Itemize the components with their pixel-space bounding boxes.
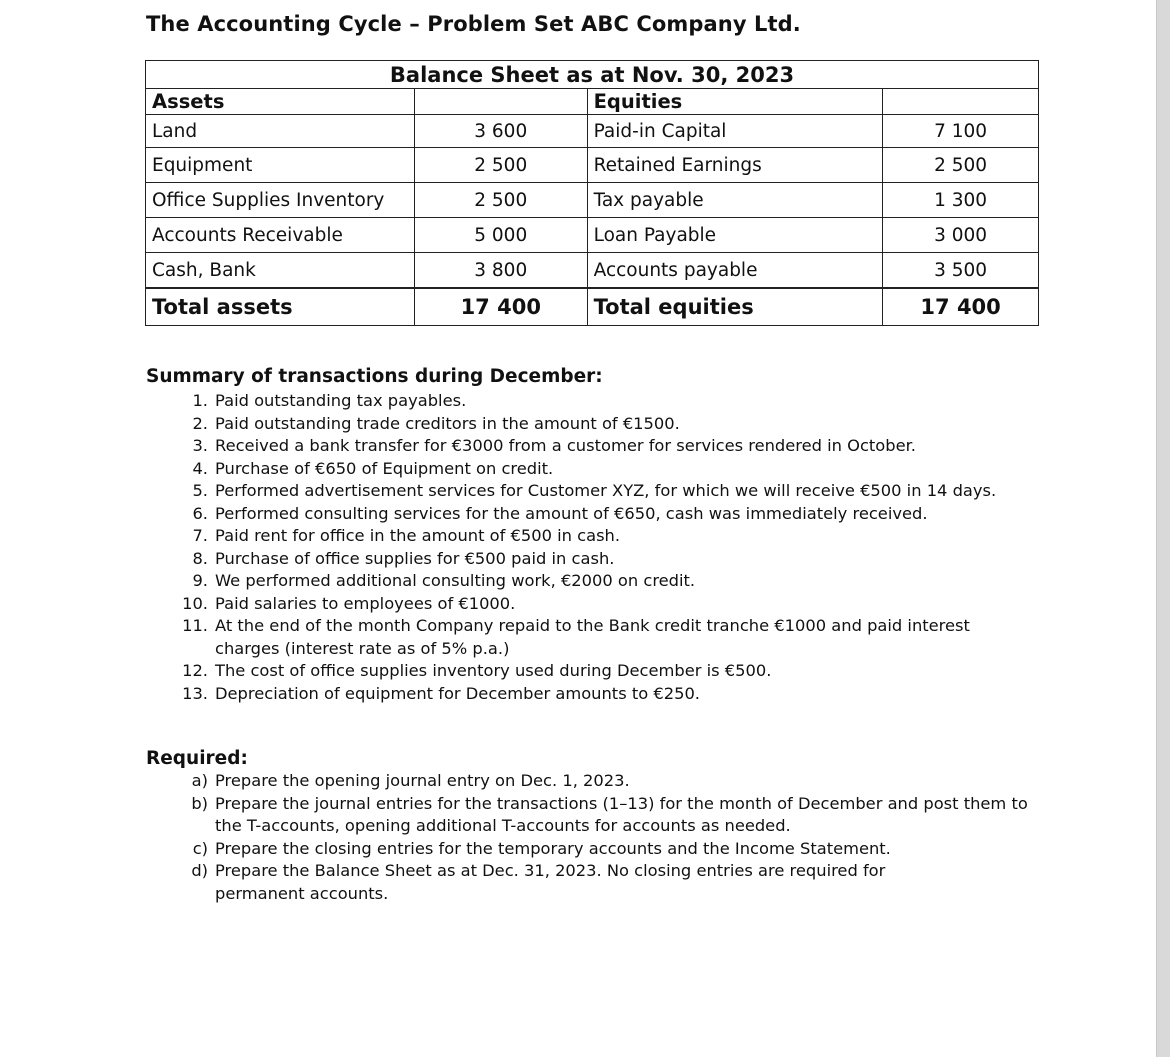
item-number: 8. — [192, 548, 208, 568]
total-assets-value: 17 400 — [414, 288, 587, 326]
balance-sheet-caption: Balance Sheet as at Nov. 30, 2023 — [146, 61, 1039, 89]
total-equities-label: Total equities — [587, 288, 883, 326]
item-number: 10. — [182, 593, 208, 613]
item-text: At the end of the month Company repaid to the Bank credit tranche €1000 and paid interest charges (interest rate as of 5% p.a.) — [215, 616, 970, 658]
table-row — [146, 183, 1039, 218]
required-list — [170, 770, 1030, 905]
item-text: Depreciation of equipment for December amounts to €250. — [215, 683, 700, 703]
table-row — [146, 148, 1039, 183]
item-number: 1. — [192, 391, 208, 410]
equities-header: Equities — [587, 89, 883, 115]
item-letter: c) — [192, 838, 208, 858]
transactions-heading: Summary of transactions during December: — [146, 366, 603, 387]
item-letter: b) — [191, 793, 208, 813]
list-item — [170, 570, 1030, 593]
item-number: 5. — [192, 481, 208, 500]
item-number: 12. — [182, 661, 208, 680]
balance-sheet-header-row — [146, 89, 1039, 115]
item-letter: d) — [191, 861, 208, 880]
list-item — [170, 615, 1030, 660]
item-text: Paid salaries to employees of €1000. — [215, 593, 516, 613]
asset-label: Equipment — [146, 148, 415, 183]
total-equities-value: 17 400 — [883, 288, 1039, 326]
asset-value: 3 600 — [414, 115, 587, 148]
list-item — [170, 793, 1030, 838]
list-item — [170, 435, 1030, 458]
list-item — [170, 593, 1030, 616]
item-text: Prepare the closing entries for the temporary accounts and the Income Statement. — [215, 838, 891, 858]
item-number: 13. — [182, 683, 208, 703]
total-assets-label: Total assets — [146, 288, 415, 326]
item-text: Received a bank transfer for €3000 from a customer for services rendered in October. — [215, 436, 916, 455]
item-number: 9. — [192, 571, 208, 590]
equity-value: 7 100 — [883, 115, 1039, 148]
asset-label: Accounts Receivable — [146, 218, 415, 253]
item-number: 4. — [192, 458, 208, 478]
equity-value: 3 000 — [883, 218, 1039, 253]
asset-value: 2 500 — [414, 148, 587, 183]
list-item — [170, 503, 1030, 526]
item-text: Prepare the opening journal entry on Dec. 1, 2023. — [215, 771, 630, 790]
list-item — [170, 480, 1030, 503]
list-item — [170, 683, 1030, 706]
item-text: Purchase of office supplies for €500 paid in cash. — [215, 548, 615, 568]
transactions-list — [170, 390, 1030, 705]
equity-value: 2 500 — [883, 148, 1039, 183]
asset-label: Cash, Bank — [146, 253, 415, 289]
equity-value: 3 500 — [883, 253, 1039, 289]
table-row — [146, 218, 1039, 253]
item-text: Prepare the Balance Sheet as at Dec. 31, 2023. No closing entries are required for permanent accounts. — [215, 861, 886, 903]
list-item — [170, 860, 1030, 905]
table-row — [146, 253, 1039, 289]
list-item — [170, 838, 1030, 861]
item-text: Performed advertisement services for Customer XYZ, for which we will receive €500 in 14 days. — [215, 481, 997, 500]
item-number: 6. — [192, 503, 208, 523]
item-text: Paid outstanding tax payables. — [215, 391, 467, 410]
asset-label: Office Supplies Inventory — [146, 183, 415, 218]
item-number: 2. — [192, 413, 208, 433]
table-row — [146, 115, 1039, 148]
list-item — [170, 660, 1030, 683]
asset-label: Land — [146, 115, 415, 148]
equity-label: Retained Earnings — [587, 148, 883, 183]
asset-value: 3 800 — [414, 253, 587, 289]
asset-value: 5 000 — [414, 218, 587, 253]
list-item — [170, 548, 1030, 571]
item-text: Performed consulting services for the amount of €650, cash was immediately received. — [215, 503, 928, 523]
item-text: Prepare the journal entries for the transactions (1–13) for the month of December and post them to the T-accounts, opening additional T-accounts for accounts as needed. — [215, 793, 1028, 835]
assets-header: Assets — [146, 89, 415, 115]
list-item — [170, 525, 1030, 548]
item-number: 7. — [192, 526, 208, 545]
item-text: Paid rent for office in the amount of €500 in cash. — [215, 526, 621, 545]
equity-label: Tax payable — [587, 183, 883, 218]
equity-value: 1 300 — [883, 183, 1039, 218]
item-number: 11. — [182, 616, 208, 635]
item-text: We performed additional consulting work, €2000 on credit. — [215, 571, 696, 590]
balance-sheet-table — [145, 60, 1039, 326]
equity-label: Loan Payable — [587, 218, 883, 253]
equities-value-header — [883, 89, 1039, 115]
document-title: The Accounting Cycle – Problem Set ABC Company Ltd. — [146, 12, 801, 36]
list-item — [170, 458, 1030, 481]
item-letter: a) — [191, 771, 208, 790]
assets-value-header — [414, 89, 587, 115]
item-text: The cost of office supplies inventory used during December is €500. — [215, 661, 772, 680]
list-item — [170, 413, 1030, 436]
equity-label: Accounts payable — [587, 253, 883, 289]
item-text: Paid outstanding trade creditors in the amount of €1500. — [215, 413, 680, 433]
balance-sheet-caption-row — [146, 61, 1039, 89]
total-row — [146, 288, 1039, 326]
required-heading: Required: — [146, 748, 248, 769]
asset-value: 2 500 — [414, 183, 587, 218]
list-item — [170, 390, 1030, 413]
item-text: Purchase of €650 of Equipment on credit. — [215, 458, 554, 478]
equity-label: Paid-in Capital — [587, 115, 883, 148]
list-item — [170, 770, 1030, 793]
item-number: 3. — [192, 436, 208, 455]
